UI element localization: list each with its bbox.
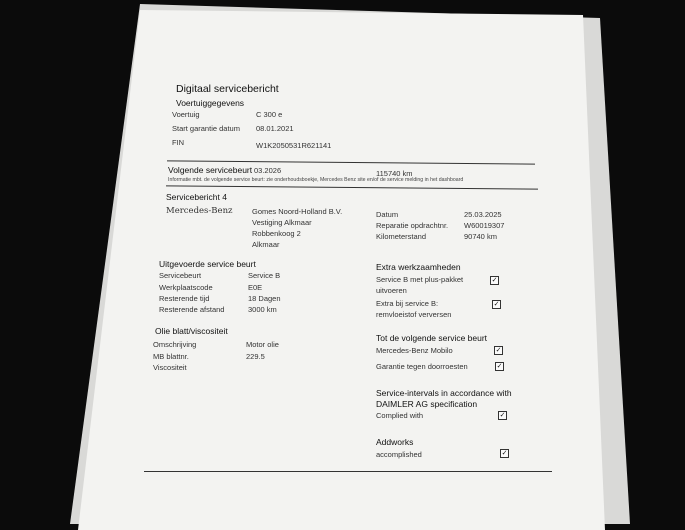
remaining-distance-label: Resterende afstand xyxy=(159,305,225,314)
dealer-name: Gomes Noord-Holland B.V. xyxy=(252,207,343,216)
oil-description-value: Motor olie xyxy=(246,340,279,349)
mobilo-label: Mercedes-Benz Mobilo xyxy=(376,346,453,355)
mb-sheet-label: MB blattnr. xyxy=(153,352,189,361)
date-value: 25.03.2025 xyxy=(464,210,502,219)
service-label: Servicebeurt xyxy=(159,271,202,280)
dealer-city: Alkmaar xyxy=(252,240,280,249)
divider xyxy=(144,471,552,472)
date-label: Datum xyxy=(376,210,399,219)
workshop-code-value: E0E xyxy=(248,283,263,292)
checkbox-checked-icon: ✓ xyxy=(495,347,502,354)
extra-work-heading: Extra werkzaamheden xyxy=(376,262,461,272)
workshop-code-label: Werkplaatscode xyxy=(159,283,213,292)
vehicle-value: C 300 e xyxy=(256,110,283,119)
document-page xyxy=(78,10,613,530)
remaining-time-label: Resterende tijd xyxy=(159,294,210,303)
checkbox-checked-icon: ✓ xyxy=(499,412,506,419)
remaining-distance-value: 3000 km xyxy=(248,305,277,314)
brand-logo: Mercedes-Benz xyxy=(166,206,233,216)
warranty-start-value: 08.01.2021 xyxy=(256,124,294,133)
service-value: Service B xyxy=(248,271,281,280)
complied-with-label: Complied with xyxy=(376,411,424,420)
mileage-label: Kilometerstand xyxy=(376,232,427,241)
checkbox-checked-icon: ✓ xyxy=(501,450,508,457)
intervals-heading-2: DAIMLER AG specification xyxy=(376,399,478,409)
next-service-note: Informatie mbt. de volgende service beurt: zie onderhoudsboekje, Mercedes Benz site en/of de service melding in het dashboard xyxy=(168,177,464,183)
dealer-branch: Vestiging Alkmaar xyxy=(252,218,312,227)
next-service-km: 115740 km xyxy=(376,169,413,178)
extra-item-1-line1: Service B met plus-pakket xyxy=(376,275,464,284)
until-next-heading: Tot de volgende service beurt xyxy=(376,333,488,343)
document-title: Digitaal servicebericht xyxy=(176,83,279,95)
dealer-street: Robbenkoog 2 xyxy=(252,229,301,238)
vehicle-label: Voertuig xyxy=(172,110,200,119)
oil-description-label: Omschrijving xyxy=(153,340,197,349)
mileage-value: 90740 km xyxy=(464,232,497,241)
checkbox-checked-icon: ✓ xyxy=(496,363,503,370)
checkbox-checked-icon: ✓ xyxy=(493,301,500,308)
next-service-label: Volgende servicebeurt xyxy=(168,165,253,175)
performed-heading: Uitgevoerde service beurt xyxy=(159,259,256,269)
remaining-time-value: 18 Dagen xyxy=(248,294,281,303)
mb-sheet-value: 229.5 xyxy=(246,352,265,361)
extra-item-1-line2: uitvoeren xyxy=(376,286,407,295)
vehicle-heading: Voertuiggegevens xyxy=(176,98,245,108)
warranty-start-label: Start garantie datum xyxy=(172,124,240,133)
fin-label: FIN xyxy=(172,138,185,147)
report-heading: Servicebericht 4 xyxy=(166,192,227,202)
next-service-date: 03.2026 xyxy=(254,166,282,175)
repair-order-value: W60019307 xyxy=(464,221,505,230)
viscosity-label: Viscositeit xyxy=(153,363,187,372)
fin-value: W1K2050531R621141 xyxy=(256,141,332,150)
oil-heading: Olie blatt/viscositeit xyxy=(155,326,228,336)
repair-order-label: Reparatie opdrachtnr. xyxy=(376,221,449,230)
addworks-heading: Addworks xyxy=(376,437,414,447)
intervals-heading-1: Service-intervals in accordance with xyxy=(376,388,512,398)
rust-warranty-label: Garantie tegen doorroesten xyxy=(376,362,468,371)
accomplished-label: accomplished xyxy=(376,450,422,459)
extra-item-2-line1: Extra bij service B: xyxy=(376,299,439,308)
extra-item-2-line2: remvloeistof verversen xyxy=(376,310,452,319)
checkbox-checked-icon: ✓ xyxy=(491,277,498,284)
